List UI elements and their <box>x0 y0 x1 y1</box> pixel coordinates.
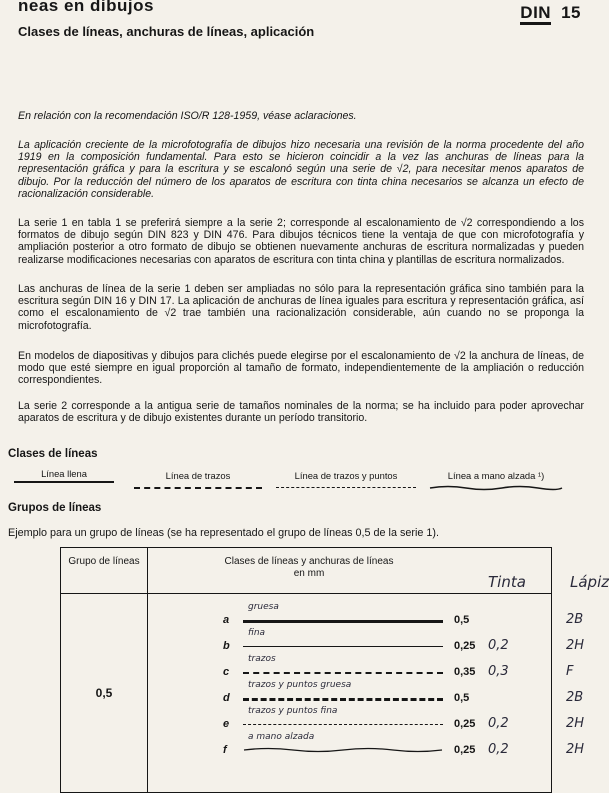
dashed-line-sample <box>134 487 262 489</box>
line-groups-heading: Grupos de líneas <box>8 502 102 514</box>
line-groups-example: Ejemplo para un grupo de líneas (se ha representado el grupo de líneas 0,5 de la serie 1). <box>8 527 439 539</box>
thin-dashdot-line <box>243 724 443 725</box>
row-lapiz: 2H <box>566 716 585 731</box>
classes-column-header <box>148 548 609 594</box>
row-value: 0,5 <box>454 692 470 704</box>
row-lapiz: F <box>566 664 574 679</box>
line-row <box>148 706 585 732</box>
line-type-label: Línea a mano alzada ¹) <box>447 470 545 481</box>
line-row <box>148 680 584 706</box>
line-row <box>148 602 584 628</box>
row-note: gruesa <box>248 602 279 612</box>
page-title: neas en dibujos <box>18 0 154 15</box>
row-letter: d <box>223 692 230 704</box>
row-tinta: 0,2 <box>488 742 509 757</box>
paragraph-intro: La aplicación creciente de la microfotografía de dibujos hizo necesaria una revisión de la norma procedente del año 1919 en la composición fundamental. Para esto se hicieron coincidir a la vez las anchuras de líneas para la representación gráfica y para la escritura y se escalonó según una serie de √2, para necesitar menos aparatos de dibujo. Por la reducción del número de los aparatos de escritura con tinta china necesarios se alcanza un efecto de racionalización considerable. <box>18 139 584 200</box>
line-type-label: Línea de trazos y puntos <box>294 470 398 481</box>
line-row <box>148 732 585 758</box>
row-lapiz: 2B <box>566 612 584 627</box>
handwritten-tinta: Tinta <box>488 573 526 591</box>
row-value: 0,25 <box>454 744 476 756</box>
line-classes-heading: Clases de líneas <box>8 448 98 460</box>
row-note: a mano alzada <box>248 732 315 742</box>
paragraph-series1: La serie 1 en tabla 1 se preferirá siempre a la serie 2; corresponde al escalonamiento de √2 correspondiendo a los formatos de dibujo según DIN 823 y DIN 476. Para dibujos técnicos tiene la ventaja de que con microfotografía y ampliación posterior a otro formato de dibujo se obtienen nuevamente anchuras de escritura normalizadas y pueden realizarse modificaciones necesarias con aparatos de escritura con tinta china y plantillas de escritura normalizados. <box>18 217 584 266</box>
paragraph-series2: La serie 2 corresponde a la antigua serie de tamaños nominales de la norma; se ha incluido para poder aprovechar aparatos de escritura y de dibujo existentes durante un período transitorio. <box>18 400 584 425</box>
line-type-label: Línea de trazos <box>165 470 231 481</box>
line-type-label: Línea llena <box>41 468 87 479</box>
row-value: 0,25 <box>454 718 476 730</box>
dashed-line <box>243 672 443 674</box>
row-tinta: 0,2 <box>488 716 509 731</box>
thick-solid-line <box>243 620 443 623</box>
row-note: trazos y puntos gruesa <box>248 680 352 690</box>
row-value: 0,35 <box>454 666 476 678</box>
din-label <box>520 3 581 23</box>
line-row <box>148 628 585 654</box>
paragraph-widths: Las anchuras de línea de la serie 1 deben ser ampliadas no sólo para la representación gráfica sino también para la escritura según DIN 16 y DIN 17. La aplicación de anchuras de línea iguales para escritura y representación gráfica, así como el escalonamiento de √2 trae también una racionalización considerable, aún cuando no se proponga la microfotografía. <box>18 283 584 332</box>
row-value: 0,5 <box>454 614 470 626</box>
line-type-dashdot <box>276 470 416 488</box>
line-type-solid <box>14 468 114 483</box>
row-note: fina <box>248 628 266 638</box>
row-letter: e <box>223 718 230 730</box>
row-lapiz: 2B <box>566 690 584 705</box>
freehand-line <box>243 745 443 755</box>
row-tinta: 0,3 <box>488 664 509 679</box>
row-tinta: 0,2 <box>488 638 509 653</box>
line-type-freehand <box>428 470 564 493</box>
group-value: 0,5 <box>61 594 148 793</box>
row-note: trazos <box>248 654 276 664</box>
thin-solid-line <box>243 646 443 647</box>
thick-dashdot-line <box>243 698 443 701</box>
paragraph-slides: En modelos de diapositivas y dibujos para clichés puede elegirse por el escalonamiento de √2 la anchura de líneas, de modo que esté siempre en igual proporción al tamaño de formato, independientemente de la ampliación o reducción correspondientes. <box>18 350 584 387</box>
din-prefix: DIN <box>520 3 551 25</box>
solid-line-sample <box>14 481 114 483</box>
group-column-header: Grupo de líneas <box>61 548 148 594</box>
row-note: trazos y puntos fina <box>248 706 338 716</box>
row-letter: b <box>223 640 230 652</box>
line-rows-cell <box>148 594 585 793</box>
din-number: 15 <box>561 3 581 22</box>
row-value: 0,25 <box>454 640 476 652</box>
row-letter: a <box>223 614 230 626</box>
line-row <box>148 654 574 680</box>
line-type-dashed <box>134 470 262 489</box>
paragraph-reference: En relación con la recomendación ISO/R 128-1959, véase aclaraciones. <box>18 110 357 122</box>
line-group-table <box>60 547 609 793</box>
classes-header-text: Clases de líneas y anchuras de líneas en mm <box>224 556 394 579</box>
row-lapiz: 2H <box>566 742 585 757</box>
subtitle: Clases de líneas, anchuras de líneas, aplicación <box>18 24 315 39</box>
freehand-line-sample <box>428 483 564 493</box>
dashdot-line-sample <box>276 487 416 488</box>
row-lapiz: 2H <box>566 638 585 653</box>
handwritten-lapiz: Lápiz <box>570 573 609 591</box>
row-letter: f <box>223 744 227 756</box>
row-letter: c <box>223 666 230 678</box>
